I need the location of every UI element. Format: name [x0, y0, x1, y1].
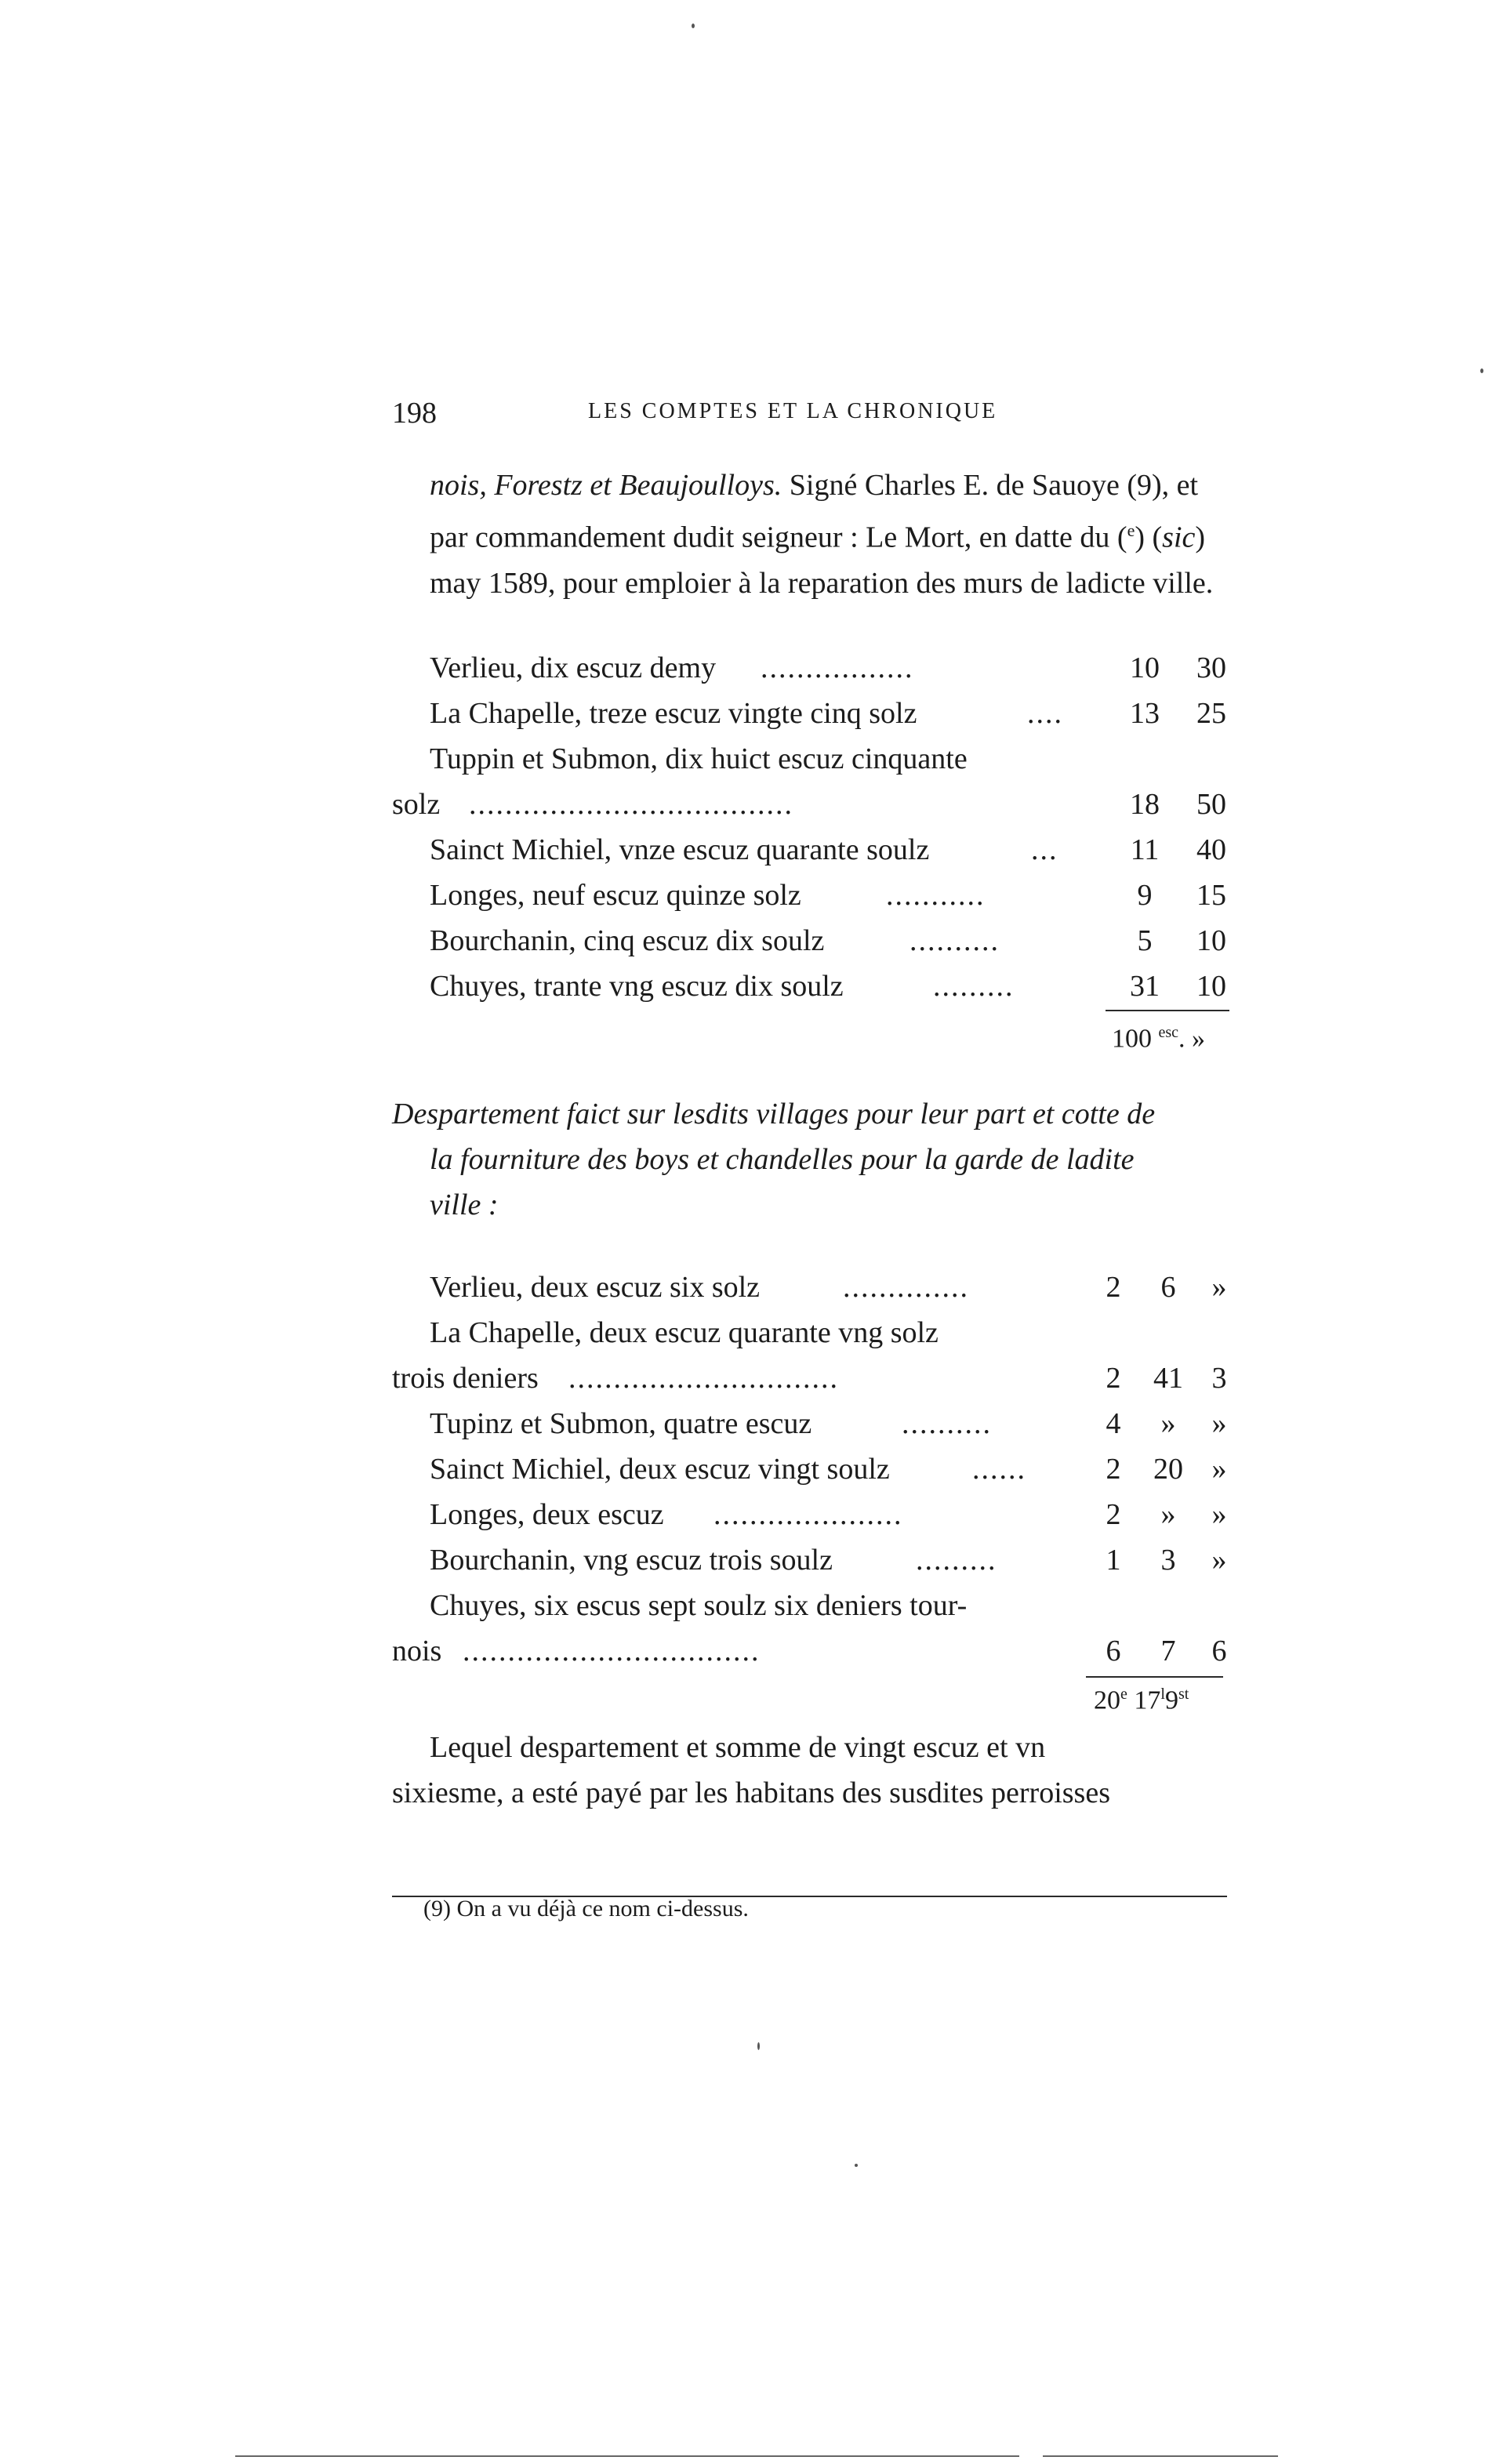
scan-edge-line: [1043, 2455, 1278, 2457]
row-label: Tuppin et Submon, dix huict escuz cinquante: [430, 742, 968, 775]
row-label: Chuyes, six escus sept soulz six deniers tour-: [430, 1589, 968, 1622]
total-escuz: 20: [1094, 1686, 1120, 1715]
row-escuz: 13: [1130, 697, 1160, 730]
ledger-row: [392, 735, 1231, 781]
row-escuz: 2: [1106, 1271, 1121, 1304]
intro-text-3: ) may 1589, pour emploier à la reparation des murs de ladicte ville.: [430, 521, 1214, 600]
section2-total: [1094, 1686, 1189, 1715]
scan-speck: [1480, 368, 1483, 373]
row-escuz: 10: [1130, 651, 1160, 684]
ledger-row: [392, 690, 1231, 735]
row-deniers: 3: [1211, 1362, 1227, 1395]
leader-dots: ...: [1031, 833, 1058, 866]
ledger-row: [392, 1446, 1231, 1491]
row-solz: 20: [1153, 1453, 1183, 1486]
sum-rule: [1086, 1676, 1223, 1678]
leader-dots: ..............................: [568, 1362, 839, 1395]
section-heading: [392, 1091, 1231, 1228]
row-deniers: »: [1211, 1407, 1227, 1440]
ledger-row: [392, 1309, 1231, 1355]
row-label: Tupinz et Submon, quatre escuz: [430, 1407, 812, 1440]
running-title: LES COMPTES ET LA CHRONIQUE: [588, 399, 998, 423]
intro-text-2: ) (: [1135, 521, 1163, 554]
row-deniers: »: [1211, 1544, 1227, 1577]
row-solz: 30: [1196, 651, 1226, 684]
row-solz: 10: [1196, 924, 1226, 957]
row-escuz: 2: [1106, 1362, 1121, 1395]
row-deniers: »: [1211, 1453, 1227, 1486]
row-escuz: 5: [1137, 924, 1153, 957]
row-label: Chuyes, trante vng escuz dix soulz: [430, 970, 844, 1003]
footnote: (9) On a vu déjà ce nom ci-dessus.: [423, 1896, 749, 1921]
scan-speck: [757, 2042, 760, 2050]
intro-text-1: Signé Charles E. de Sauoye (9), et par commandement dudit seigneur : Le Mort, en datte du (: [430, 469, 1199, 554]
intro-italic: nois, Forestz et Beaujoulloys.: [430, 469, 782, 502]
total-tail: . »: [1178, 1024, 1206, 1054]
row-escuz: 18: [1130, 788, 1160, 821]
row-label: Verlieu, deux escuz six solz: [430, 1271, 761, 1304]
ledger-row: [392, 1628, 1231, 1673]
row-deniers: 6: [1211, 1635, 1227, 1667]
row-solz: 7: [1160, 1635, 1176, 1667]
total-value: 100: [1112, 1024, 1152, 1054]
row-escuz: 9: [1137, 879, 1153, 912]
leader-dots: ..............: [843, 1271, 969, 1304]
closing-line: Lequel despartement et somme de vingt escuz et vn: [430, 1731, 1046, 1764]
row-label: nois: [392, 1635, 442, 1667]
row-label: Verlieu, dix escuz demy: [430, 651, 717, 684]
intro-sup-e: e: [1127, 521, 1135, 540]
closing-line: sixiesme, a esté payé par les habitans des susdites perroisses: [392, 1776, 1110, 1809]
page-number: 198: [392, 397, 437, 430]
leader-dots: ..........: [902, 1407, 992, 1440]
row-solz: 40: [1196, 833, 1226, 866]
closing-paragraph: [392, 1725, 1231, 1816]
row-label: solz: [392, 788, 441, 821]
scan-edge-line: [235, 2455, 1019, 2457]
row-solz: 6: [1160, 1271, 1176, 1304]
ledger-row: [392, 872, 1231, 917]
page-header: [392, 396, 1231, 435]
row-escuz: 31: [1130, 970, 1160, 1003]
row-escuz: 4: [1106, 1407, 1121, 1440]
row-escuz: 1: [1106, 1544, 1121, 1577]
sum-rule: [1106, 1010, 1229, 1011]
heading-line: la fourniture des boys et chandelles pour la garde de ladite: [430, 1143, 1135, 1176]
row-solz: 15: [1196, 879, 1226, 912]
row-escuz: 6: [1106, 1635, 1121, 1667]
row-label: La Chapelle, treze escuz vingte cinq solz: [430, 697, 917, 730]
row-solz: 41: [1153, 1362, 1183, 1395]
leader-dots: ....................................: [469, 788, 793, 821]
row-label: Longes, deux escuz: [430, 1498, 664, 1531]
row-escuz: 2: [1106, 1498, 1121, 1531]
leader-dots: .....................: [713, 1498, 903, 1531]
row-label: trois deniers: [392, 1362, 539, 1395]
leader-dots: .........: [933, 970, 1015, 1003]
intro-sic: sic: [1162, 521, 1196, 554]
heading-line: ville :: [430, 1188, 499, 1221]
row-solz: 25: [1196, 697, 1226, 730]
row-label: Sainct Michiel, vnze escuz quarante soulz: [430, 833, 930, 866]
heading-line: Despartement faict sur lesdits villages pour leur part et cotte de: [392, 1098, 1156, 1130]
row-label: La Chapelle, deux escuz quarante vng solz: [430, 1316, 939, 1349]
scan-speck: [855, 2164, 858, 2167]
row-deniers: »: [1211, 1271, 1227, 1304]
row-label: Bourchanin, cinq escuz dix soulz: [430, 924, 825, 957]
ledger-row: [392, 644, 1231, 690]
scan-speck: [692, 24, 695, 28]
total-deniers: 9: [1164, 1686, 1178, 1715]
leader-dots: ...........: [886, 879, 986, 912]
ledger-row: [392, 1264, 1231, 1309]
leader-dots: .........: [916, 1544, 997, 1577]
row-solz: 50: [1196, 788, 1226, 821]
total-solz: 17: [1134, 1686, 1161, 1715]
ledger-row: [392, 1355, 1231, 1400]
ledger-row: [392, 826, 1231, 872]
leader-dots: ....: [1027, 697, 1063, 730]
row-solz: 3: [1160, 1544, 1176, 1577]
ledger-row: [392, 1491, 1231, 1537]
row-solz: »: [1160, 1407, 1176, 1440]
row-label: Sainct Michiel, deux escuz vingt soulz: [430, 1453, 890, 1486]
ledger-row: [392, 1582, 1231, 1628]
row-solz: »: [1160, 1498, 1176, 1531]
total-solz-sup: l: [1160, 1686, 1165, 1703]
leader-dots: ......: [972, 1453, 1026, 1486]
total-unit: esc: [1158, 1024, 1179, 1041]
total-deniers-sup: st: [1178, 1686, 1189, 1703]
section1-total: [1112, 1024, 1205, 1054]
leader-dots: .................: [761, 651, 914, 684]
row-escuz: 11: [1130, 833, 1160, 866]
leader-dots: .................................: [463, 1635, 761, 1667]
row-label: Longes, neuf escuz quinze solz: [430, 879, 801, 912]
ledger-row: [392, 917, 1231, 963]
leader-dots: ..........: [910, 924, 1000, 957]
ledger-row: [392, 963, 1231, 1008]
row-escuz: 2: [1106, 1453, 1121, 1486]
ledger-row: [392, 1400, 1231, 1446]
intro-paragraph: [430, 463, 1229, 606]
ledger-row: [392, 1537, 1231, 1582]
row-label: Bourchanin, vng escuz trois soulz: [430, 1544, 833, 1577]
ledger-row: [392, 781, 1231, 826]
row-solz: 10: [1196, 970, 1226, 1003]
row-deniers: »: [1211, 1498, 1227, 1531]
total-escuz-sup: e: [1120, 1686, 1127, 1703]
